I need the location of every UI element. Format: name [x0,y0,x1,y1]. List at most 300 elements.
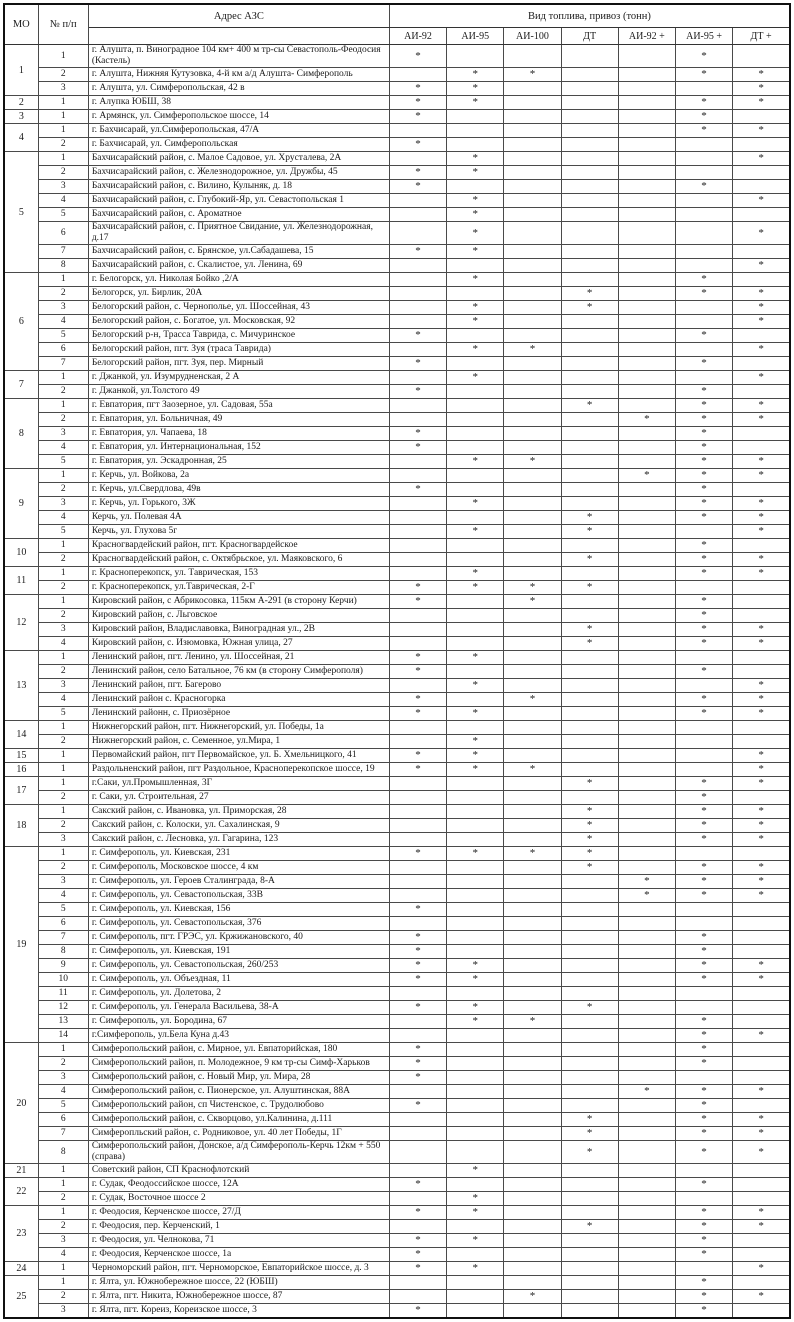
station-row [4,1234,790,1248]
row-number-cell: 1 [38,567,88,581]
document-page [3,3,791,1319]
fuel-mark-cell: * [675,483,732,497]
station-row [4,385,790,399]
fuel-mark-cell [447,595,504,609]
row-number-cell: 5 [38,208,88,222]
table-header [4,4,790,45]
fuel-mark-cell [447,875,504,889]
row-number-cell: 1 [38,399,88,413]
fuel-mark-cell [675,917,732,931]
row-number-cell: 2 [38,385,88,399]
fuel-mark-cell [561,166,618,180]
fuel-mark-cell: * [733,1029,790,1043]
fuel-mark-cell [618,343,675,357]
fuel-mark-cell [447,413,504,427]
fuel-mark-cell: * [733,707,790,721]
fuel-mark-cell [389,469,446,483]
row-number-cell: 3 [38,833,88,847]
row-number-cell: 11 [38,987,88,1001]
fuel-mark-cell [561,208,618,222]
fuel-mark-cell: * [675,833,732,847]
fuel-mark-cell: * [389,763,446,777]
fuel-mark-cell [675,138,732,152]
fuel-mark-cell: * [389,749,446,763]
fuel-mark-cell: * [733,1085,790,1099]
fuel-mark-cell: * [675,1178,732,1192]
fuel-mark-cell [618,511,675,525]
fuel-mark-cell [389,1192,446,1206]
address-cell: Сакский район, с. Колоски, ул. Сахалинская, 9 [88,819,389,833]
fuel-mark-cell [675,343,732,357]
fuel-mark-cell: * [618,469,675,483]
fuel-mark-cell [447,511,504,525]
fuel-mark-cell: * [389,1099,446,1113]
fuel-mark-cell: * [447,707,504,721]
fuel-mark-cell [618,1001,675,1015]
row-number-cell: 1 [38,1206,88,1220]
fuel-mark-cell: * [561,525,618,539]
fuel-mark-cell [618,903,675,917]
fuel-mark-cell [561,917,618,931]
fuel-mark-cell [504,553,561,567]
fuel-mark-cell [447,777,504,791]
fuel-mark-cell: * [675,273,732,287]
fuel-mark-cell [618,1220,675,1234]
fuel-mark-cell [618,1290,675,1304]
fuel-mark-cell: * [675,609,732,623]
fuel-mark-cell [733,1276,790,1290]
fuel-mark-cell [447,1276,504,1290]
fuel-mark-cell [504,609,561,623]
header-fuel-dt-plus: ДТ + [733,28,790,45]
fuel-mark-cell [447,259,504,273]
row-number-cell: 5 [38,329,88,343]
fuel-mark-cell [504,833,561,847]
fuel-mark-cell: * [733,805,790,819]
station-row [4,1206,790,1220]
fuel-mark-cell [389,1276,446,1290]
fuel-mark-cell [389,1141,446,1164]
fuel-mark-cell [618,222,675,245]
station-row [4,861,790,875]
mo-cell: 16 [4,763,38,777]
station-row [4,222,790,245]
row-number-cell: 2 [38,1290,88,1304]
fuel-mark-cell: * [389,96,446,110]
station-row [4,917,790,931]
fuel-mark-cell [561,273,618,287]
row-number-cell: 2 [38,1220,88,1234]
fuel-mark-cell [618,1029,675,1043]
fuel-mark-cell [618,735,675,749]
fuel-mark-cell: * [447,567,504,581]
fuel-mark-cell: * [733,1141,790,1164]
fuel-mark-cell: * [389,180,446,194]
fuel-mark-cell [504,110,561,124]
fuel-mark-cell: * [675,637,732,651]
row-number-cell: 1 [38,1178,88,1192]
fuel-mark-cell [389,511,446,525]
fuel-mark-cell: * [561,805,618,819]
fuel-mark-cell [504,861,561,875]
fuel-mark-cell [504,245,561,259]
fuel-mark-cell [675,1192,732,1206]
row-number-cell: 1 [38,110,88,124]
mo-cell: 5 [4,152,38,273]
fuel-mark-cell [618,679,675,693]
row-number-cell: 6 [38,1113,88,1127]
row-number-cell: 2 [38,166,88,180]
fuel-mark-cell [561,1164,618,1178]
fuel-mark-cell: * [733,833,790,847]
row-number-cell: 9 [38,959,88,973]
row-number-cell: 3 [38,427,88,441]
mo-cell: 1 [4,45,38,96]
row-number-cell: 1 [38,371,88,385]
fuel-mark-cell: * [389,138,446,152]
address-cell: Кировский район, Владиславовка, Виноградная ул., 2В [88,623,389,637]
fuel-mark-cell [447,287,504,301]
fuel-mark-cell: * [733,315,790,329]
fuel-mark-cell [504,973,561,987]
fuel-mark-cell [733,208,790,222]
fuel-mark-cell [618,427,675,441]
fuel-mark-cell [504,1262,561,1276]
mo-cell: 11 [4,567,38,595]
fuel-mark-cell: * [618,875,675,889]
station-row [4,166,790,180]
fuel-mark-cell: * [389,973,446,987]
fuel-mark-cell [561,245,618,259]
address-cell: Керчь, ул. Полевая 4А [88,511,389,525]
fuel-mark-cell [504,735,561,749]
address-cell: Симферопольский район, с. Скворцово, ул.Калинина, д.111 [88,1113,389,1127]
fuel-mark-cell [561,222,618,245]
station-row [4,245,790,259]
fuel-mark-cell: * [561,287,618,301]
fuel-mark-cell: * [675,385,732,399]
row-number-cell: 1 [38,721,88,735]
fuel-mark-cell [561,329,618,343]
fuel-mark-cell [733,329,790,343]
fuel-mark-cell [389,1113,446,1127]
fuel-mark-cell: * [675,469,732,483]
fuel-mark-cell [504,427,561,441]
fuel-mark-cell [504,1276,561,1290]
fuel-mark-cell: * [389,245,446,259]
station-row [4,1276,790,1290]
fuel-mark-cell [618,819,675,833]
station-row [4,847,790,861]
fuel-mark-cell [561,651,618,665]
row-number-cell: 13 [38,1015,88,1029]
fuel-mark-cell [389,259,446,273]
fuel-mark-cell: * [447,208,504,222]
row-number-cell: 1 [38,1043,88,1057]
header-fuel-dt: ДТ [561,28,618,45]
fuel-mark-cell [447,917,504,931]
fuel-mark-cell [504,539,561,553]
address-cell: г.Симферополь, ул.Бела Куна д.43 [88,1029,389,1043]
fuel-mark-cell [561,1099,618,1113]
row-number-cell: 2 [38,581,88,595]
fuel-mark-cell [389,539,446,553]
row-number-cell: 4 [38,693,88,707]
station-row [4,208,790,222]
station-row [4,82,790,96]
address-cell: г. Симферополь, пгт. ГРЭС, ул. Кржижановского, 40 [88,931,389,945]
fuel-mark-cell: * [675,553,732,567]
fuel-mark-cell [389,152,446,166]
fuel-mark-cell: * [389,1178,446,1192]
fuel-mark-cell: * [675,124,732,138]
station-row [4,665,790,679]
fuel-mark-cell [733,138,790,152]
fuel-mark-cell: * [675,959,732,973]
row-number-cell: 3 [38,301,88,315]
fuel-mark-cell [675,1164,732,1178]
fuel-mark-cell [675,525,732,539]
row-number-cell: 1 [38,273,88,287]
station-row [4,721,790,735]
row-number-cell: 8 [38,945,88,959]
station-row [4,959,790,973]
fuel-mark-cell [618,833,675,847]
fuel-mark-cell [447,805,504,819]
mo-cell: 17 [4,777,38,805]
fuel-mark-cell [733,721,790,735]
fuel-mark-cell [618,777,675,791]
fuel-mark-cell [504,511,561,525]
fuel-mark-cell: * [733,497,790,511]
station-row [4,581,790,595]
header-fuel-ai95: АИ-95 [447,28,504,45]
fuel-mark-cell [618,357,675,371]
fuel-mark-cell [618,973,675,987]
fuel-mark-cell [618,1141,675,1164]
mo-cell: 22 [4,1178,38,1206]
fuel-mark-cell [675,651,732,665]
fuel-mark-cell [733,1099,790,1113]
fuel-mark-cell: * [447,735,504,749]
fuel-mark-cell: * [504,1015,561,1029]
fuel-mark-cell [504,315,561,329]
fuel-mark-cell: * [389,110,446,124]
fuel-mark-cell [561,735,618,749]
row-number-cell: 5 [38,707,88,721]
station-row [4,469,790,483]
row-number-cell: 2 [38,735,88,749]
fuel-mark-cell [504,623,561,637]
fuel-mark-cell: * [389,1262,446,1276]
fuel-mark-cell [618,45,675,68]
row-number-cell: 3 [38,623,88,637]
mo-cell: 10 [4,539,38,567]
mo-cell: 24 [4,1262,38,1276]
address-cell: Сакский район, с. Лесновка, ул. Гагарина, 123 [88,833,389,847]
fuel-mark-cell [618,152,675,166]
fuel-mark-cell: * [447,679,504,693]
address-cell: Кировский район, с Абрикосовка, 115км А-291 (в сторону Керчи) [88,595,389,609]
fuel-mark-cell: * [561,861,618,875]
station-row [4,637,790,651]
fuel-mark-cell [675,749,732,763]
fuel-mark-cell [561,194,618,208]
fuel-mark-cell [504,721,561,735]
address-cell: Ленинский район, село Батальное, 76 км (в сторону Симферополя) [88,665,389,679]
fuel-mark-cell [618,1276,675,1290]
fuel-mark-cell [504,301,561,315]
fuel-mark-cell: * [447,1015,504,1029]
fuel-mark-cell [618,1043,675,1057]
fuel-mark-cell: * [561,399,618,413]
fuel-mark-cell [561,1085,618,1099]
fuel-mark-cell [504,567,561,581]
row-number-cell: 10 [38,973,88,987]
fuel-mark-cell: * [733,1262,790,1276]
fuel-mark-cell [618,721,675,735]
fuel-mark-cell [447,833,504,847]
address-cell: г. Симферополь, ул. Долетова, 2 [88,987,389,1001]
address-cell: Бахчисарайский район, с. Приятное Свидание, ул. Железнодорожная, д.17 [88,222,389,245]
fuel-mark-cell [561,665,618,679]
row-number-cell: 2 [38,819,88,833]
fuel-mark-cell [561,427,618,441]
address-cell: Ленинский районн, с. Приозёрное [88,707,389,721]
fuel-mark-cell: * [389,959,446,973]
fuel-mark-cell [504,1164,561,1178]
fuel-mark-cell: * [561,847,618,861]
address-cell: Раздольненский район, пгт Раздольное, Красноперекопское шоссе, 19 [88,763,389,777]
table-body [4,45,790,1319]
fuel-mark-cell: * [675,1113,732,1127]
fuel-mark-cell: * [733,567,790,581]
address-cell: Белогорский район, с. Чернополье, ул. Шоссейная, 43 [88,301,389,315]
address-cell: г. Симферополь, ул. Киевская, 231 [88,847,389,861]
fuel-mark-cell [675,987,732,1001]
fuel-mark-cell: * [675,875,732,889]
fuel-mark-cell [447,45,504,68]
fuel-mark-cell: * [675,567,732,581]
fuel-mark-cell: * [733,413,790,427]
station-row [4,553,790,567]
row-number-cell: 1 [38,763,88,777]
address-cell: Бахчисарайский район, с. Скалистое, ул. Ленина, 69 [88,259,389,273]
fuel-mark-cell [618,651,675,665]
station-row [4,525,790,539]
fuel-mark-cell: * [733,623,790,637]
station-row [4,194,790,208]
address-cell: г. Симферополь, ул. Киевская, 156 [88,903,389,917]
station-row [4,96,790,110]
fuel-mark-cell [447,791,504,805]
fuel-mark-cell: * [447,1001,504,1015]
row-number-cell: 1 [38,595,88,609]
fuel-mark-cell [504,194,561,208]
station-row [4,1248,790,1262]
mo-cell: 15 [4,749,38,763]
fuel-mark-cell [561,1192,618,1206]
fuel-mark-cell [504,469,561,483]
row-number-cell: 2 [38,665,88,679]
fuel-mark-cell: * [504,581,561,595]
station-row [4,693,790,707]
fuel-mark-cell: * [447,343,504,357]
fuel-mark-cell [561,385,618,399]
fuel-mark-cell [389,917,446,931]
fuel-mark-cell: * [733,1113,790,1127]
fuel-mark-cell [618,959,675,973]
row-number-cell: 1 [38,749,88,763]
address-cell: г. Симферополь, ул. Объездная, 11 [88,973,389,987]
mo-cell: 18 [4,805,38,847]
fuel-mark-cell [618,385,675,399]
fuel-mark-cell [618,945,675,959]
fuel-mark-cell: * [389,707,446,721]
header-fuel-group: Вид топлива, привоз (тонн) [389,4,790,28]
fuel-mark-cell [389,987,446,1001]
fuel-mark-cell [447,469,504,483]
station-row [4,567,790,581]
fuel-mark-cell: * [675,861,732,875]
fuel-mark-cell: * [733,343,790,357]
fuel-mark-cell: * [389,166,446,180]
address-cell: г. Евпатория, ул. Эскадронная, 25 [88,455,389,469]
address-cell: Керчь, ул. Глухова 5г [88,525,389,539]
fuel-mark-cell [561,791,618,805]
fuel-mark-cell: * [733,287,790,301]
fuel-mark-cell [675,82,732,96]
fuel-mark-cell [618,245,675,259]
fuel-mark-cell: * [561,833,618,847]
fuel-mark-cell [389,124,446,138]
row-number-cell: 4 [38,315,88,329]
address-cell: Кировский район, с. Льговское [88,609,389,623]
fuel-mark-cell: * [447,68,504,82]
address-cell: г. Симферополь, Московское шоссе, 4 км [88,861,389,875]
fuel-mark-cell [561,945,618,959]
fuel-mark-cell: * [561,637,618,651]
station-row [4,805,790,819]
fuel-mark-cell: * [447,194,504,208]
row-number-cell: 3 [38,497,88,511]
row-number-cell: 3 [38,1304,88,1319]
row-number-cell: 5 [38,1099,88,1113]
address-cell: г. Керчь, ул. Горького, 3Ж [88,497,389,511]
address-cell: Белогорский р-н, Трасса Таврида, с. Мичуринское [88,329,389,343]
row-number-cell: 3 [38,875,88,889]
fuel-mark-cell: * [675,1206,732,1220]
station-row [4,623,790,637]
fuel-mark-cell [675,1262,732,1276]
station-row [4,138,790,152]
fuel-mark-cell: * [675,1029,732,1043]
fuel-mark-cell: * [447,847,504,861]
address-cell: Симферопольский район, Донское, а/д Симферополь-Керчь 12км + 550 (справа) [88,1141,389,1164]
fuel-mark-cell [733,385,790,399]
fuel-mark-cell [618,525,675,539]
station-row [4,735,790,749]
fuel-mark-cell: * [389,427,446,441]
fuel-mark-cell [618,1192,675,1206]
station-row [4,903,790,917]
fuel-mark-cell [389,875,446,889]
address-cell: г. Евпатория, ул. Чапаева, 18 [88,427,389,441]
fuel-mark-cell: * [733,1290,790,1304]
fuel-mark-cell [447,483,504,497]
fuel-mark-cell [618,259,675,273]
header-fuel-ai95-plus: АИ-95 + [675,28,732,45]
